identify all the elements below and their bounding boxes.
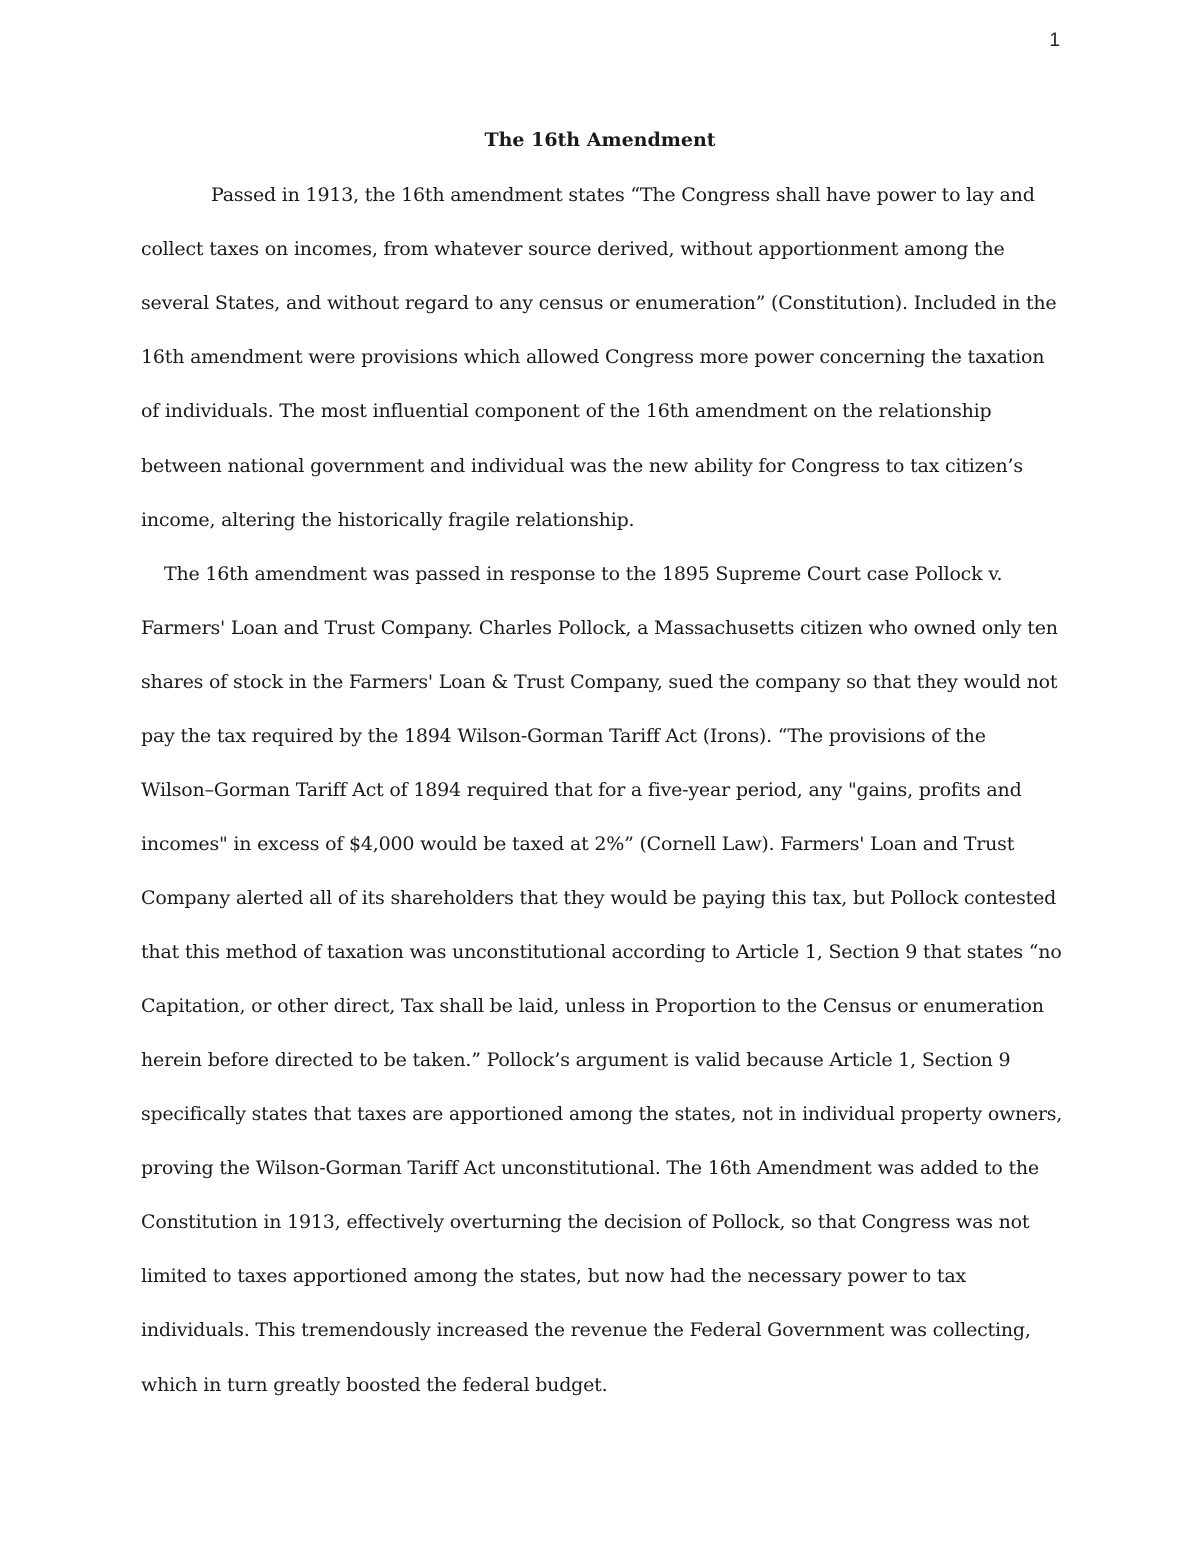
text-line: between national government and individual was the new ability for Congress to tax citizen’s (141, 455, 1023, 477)
text-line: 16th amendment were provisions which allowed Congress more power concerning the taxation (141, 346, 1045, 368)
text-line: collect taxes on incomes, from whatever source derived, without apportionment among the (141, 238, 1005, 260)
text-line: income, altering the historically fragile relationship. (141, 509, 635, 531)
page-number: 1 (1049, 30, 1060, 51)
text-line: which in turn greatly boosted the federal budget. (141, 1374, 608, 1396)
text-line: pay the tax required by the 1894 Wilson-Gorman Tariff Act (Irons). “The provisions of the (141, 725, 986, 747)
text-line: individuals. This tremendously increased the revenue the Federal Government was collecting, (141, 1319, 1031, 1341)
text-line: Passed in 1913, the 16th amendment states “The Congress shall have power to lay and (211, 184, 1035, 206)
text-line: several States, and without regard to any census or enumeration” (Constitution). Included in the (141, 292, 1057, 314)
text-line: specifically states that taxes are apportioned among the states, not in individual property owners, (141, 1103, 1063, 1125)
text-line: Company alerted all of its shareholders that they would be paying this tax, but Pollock contested (141, 887, 1057, 909)
document-title: The 16th Amendment (484, 129, 716, 151)
text-line: proving the Wilson-Gorman Tariff Act unconstitutional. The 16th Amendment was added to the (141, 1157, 1039, 1179)
text-line: Capitation, or other direct, Tax shall be laid, unless in Proportion to the Census or enumeration (141, 995, 1044, 1017)
text-line: Wilson–Gorman Tariff Act of 1894 required that for a five-year period, any "gains, profits and (141, 779, 1022, 801)
text-line: herein before directed to be taken.” Pollock’s argument is valid because Article 1, Section 9 (141, 1049, 1011, 1071)
text-line: Constitution in 1913, effectively overturning the decision of Pollock, so that Congress was not (141, 1211, 1030, 1233)
text-line: limited to taxes apportioned among the states, but now had the necessary power to tax (141, 1265, 967, 1287)
text-line: The 16th amendment was passed in response to the 1895 Supreme Court case Pollock v. (164, 563, 1003, 585)
text-line: that this method of taxation was unconstitutional according to Article 1, Section 9 that states “no (141, 941, 1062, 963)
text-line: Farmers' Loan and Trust Company. Charles Pollock, a Massachusetts citizen who owned only ten (141, 617, 1058, 639)
text-line: of individuals. The most influential component of the 16th amendment on the relationship (141, 400, 992, 422)
text-line: incomes" in excess of $4,000 would be taxed at 2%” (Cornell Law). Farmers' Loan and Trust (141, 833, 1015, 855)
text-line: shares of stock in the Farmers' Loan & Trust Company, sued the company so that they would not (141, 671, 1058, 693)
